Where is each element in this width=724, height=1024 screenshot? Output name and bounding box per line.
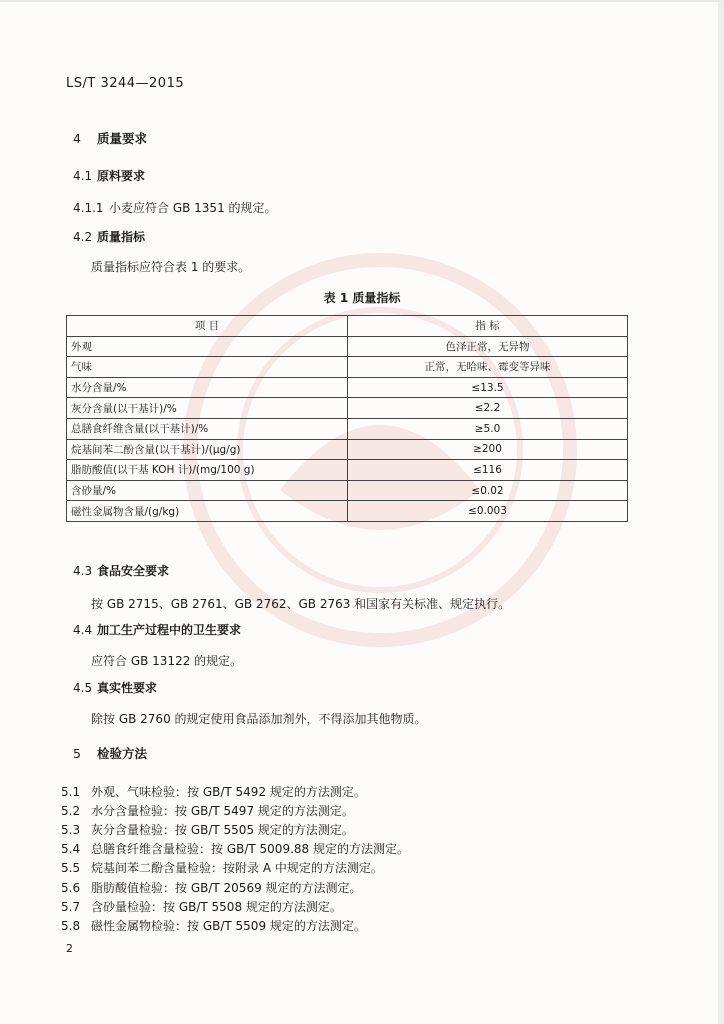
table-cell-item: 总膳食纤维含量(以干基计)/% bbox=[67, 418, 348, 439]
method-text: 总膳食纤维含量检验：按 GB/T 5009.88 规定的方法测定。 bbox=[91, 842, 409, 856]
paragraph-4-4: 应符合 GB 13122 的规定。 bbox=[91, 654, 243, 668]
paragraph-4-5: 除按 GB 2760 的规定使用食品添加剂外，不得添加其他物质。 bbox=[91, 712, 427, 726]
paragraph-4-2: 质量指标应符合表 1 的要求。 bbox=[91, 260, 251, 274]
section-number: 4 bbox=[73, 131, 81, 146]
subsection-4-5-heading bbox=[73, 679, 157, 696]
method-item bbox=[61, 917, 366, 934]
method-text: 烷基间苯二酚含量检验：按附录 A 中规定的方法测定。 bbox=[91, 861, 383, 875]
table-cell-item: 水分含量/% bbox=[67, 377, 348, 398]
subsection-number: 4.1 bbox=[73, 169, 93, 183]
table-row bbox=[67, 501, 628, 522]
method-number: 5.8 bbox=[61, 919, 81, 933]
subsection-4-4-heading bbox=[73, 621, 241, 638]
method-number: 5.6 bbox=[61, 881, 81, 895]
clause-4-1-1 bbox=[73, 199, 277, 216]
table-row bbox=[67, 357, 628, 378]
section-number: 5 bbox=[73, 746, 81, 761]
method-number: 5.2 bbox=[61, 804, 81, 818]
clause-number: 4.1.1 bbox=[73, 201, 104, 215]
method-item bbox=[61, 821, 354, 838]
section-4-heading bbox=[73, 129, 147, 147]
subsection-title: 质量指标 bbox=[97, 230, 146, 244]
table-cell-item: 脂肪酸值(以干基 KOH 计)/(mg/100 g) bbox=[67, 460, 348, 481]
method-text: 灰分含量检验：按 GB/T 5505 规定的方法测定。 bbox=[91, 823, 354, 837]
table-row bbox=[67, 336, 628, 357]
method-text: 磁性金属物检验：按 GB/T 5509 规定的方法测定。 bbox=[91, 919, 366, 933]
table-cell-value: ≤0.003 bbox=[348, 501, 628, 522]
method-item bbox=[61, 802, 354, 819]
table-row bbox=[67, 418, 628, 439]
section-title: 检验方法 bbox=[97, 746, 148, 761]
table-row bbox=[67, 439, 628, 460]
method-number: 5.1 bbox=[61, 785, 81, 799]
table-cell-value: ≥200 bbox=[348, 439, 628, 460]
table-row bbox=[67, 377, 628, 398]
table-row bbox=[67, 480, 628, 501]
method-item bbox=[61, 840, 409, 857]
table-cell-value: ≤0.02 bbox=[348, 480, 628, 501]
method-text: 含砂量检验：按 GB/T 5508 规定的方法测定。 bbox=[91, 900, 342, 914]
table-cell-item: 磁性金属物含量/(g/kg) bbox=[67, 501, 348, 522]
table-cell-item: 灰分含量(以干基计)/% bbox=[67, 398, 348, 419]
method-text: 水分含量检验：按 GB/T 5497 规定的方法测定。 bbox=[91, 804, 354, 818]
table-cell-value: ≥5.0 bbox=[348, 418, 628, 439]
method-number: 5.3 bbox=[61, 823, 81, 837]
method-number: 5.4 bbox=[61, 842, 81, 856]
table-cell-item: 烷基间苯二酚含量(以干基计)/(μg/g) bbox=[67, 439, 348, 460]
subsection-4-3-heading bbox=[73, 562, 169, 579]
section-5-heading bbox=[73, 744, 147, 762]
subsection-4-2-heading bbox=[73, 228, 145, 245]
paragraph-4-3: 按 GB 2715、GB 2761、GB 2762、GB 2763 和国家有关标准、规定执行。 bbox=[91, 597, 511, 611]
subsection-number: 4.4 bbox=[73, 623, 93, 637]
subsection-4-1-heading bbox=[73, 167, 145, 184]
table-header-value: 指 标 bbox=[348, 316, 628, 337]
table-header-item: 项 目 bbox=[67, 316, 348, 337]
method-item bbox=[61, 898, 342, 915]
method-number: 5.5 bbox=[61, 861, 81, 875]
table-row bbox=[67, 460, 628, 481]
subsection-number: 4.5 bbox=[73, 681, 93, 695]
table-cell-value: 色泽正常，无异物 bbox=[348, 336, 628, 357]
table-row bbox=[67, 398, 628, 419]
subsection-number: 4.2 bbox=[73, 230, 93, 244]
quality-index-table bbox=[66, 315, 628, 522]
method-text: 外观、气味检验：按 GB/T 5492 规定的方法测定。 bbox=[91, 785, 366, 799]
table-cell-value: 正常，无哈味、霉变等异味 bbox=[348, 357, 628, 378]
subsection-title: 原料要求 bbox=[97, 169, 146, 183]
table-header-row bbox=[67, 316, 628, 337]
method-item bbox=[61, 859, 383, 876]
table-cell-value: ≤2.2 bbox=[348, 398, 628, 419]
method-number: 5.7 bbox=[61, 900, 81, 914]
table-cell-item: 外观 bbox=[67, 336, 348, 357]
subsection-number: 4.3 bbox=[73, 564, 93, 578]
method-item bbox=[61, 783, 366, 800]
subsection-title: 真实性要求 bbox=[97, 681, 158, 695]
page-number: 2 bbox=[66, 942, 73, 955]
table-cell-item: 气味 bbox=[67, 357, 348, 378]
clause-text: 小麦应符合 GB 1351 的规定。 bbox=[109, 201, 277, 215]
method-item bbox=[61, 879, 362, 896]
method-text: 脂肪酸值检验：按 GB/T 20569 规定的方法测定。 bbox=[91, 881, 362, 895]
table-cell-item: 含砂量/% bbox=[67, 480, 348, 501]
subsection-title: 食品安全要求 bbox=[97, 564, 170, 578]
standard-code: LS/T 3244—2015 bbox=[66, 76, 185, 91]
section-title: 质量要求 bbox=[97, 131, 148, 146]
subsection-title: 加工生产过程中的卫生要求 bbox=[97, 623, 242, 637]
table-caption: 表 1 质量指标 bbox=[323, 291, 401, 305]
table-cell-value: ≤116 bbox=[348, 460, 628, 481]
table-cell-value: ≤13.5 bbox=[348, 377, 628, 398]
